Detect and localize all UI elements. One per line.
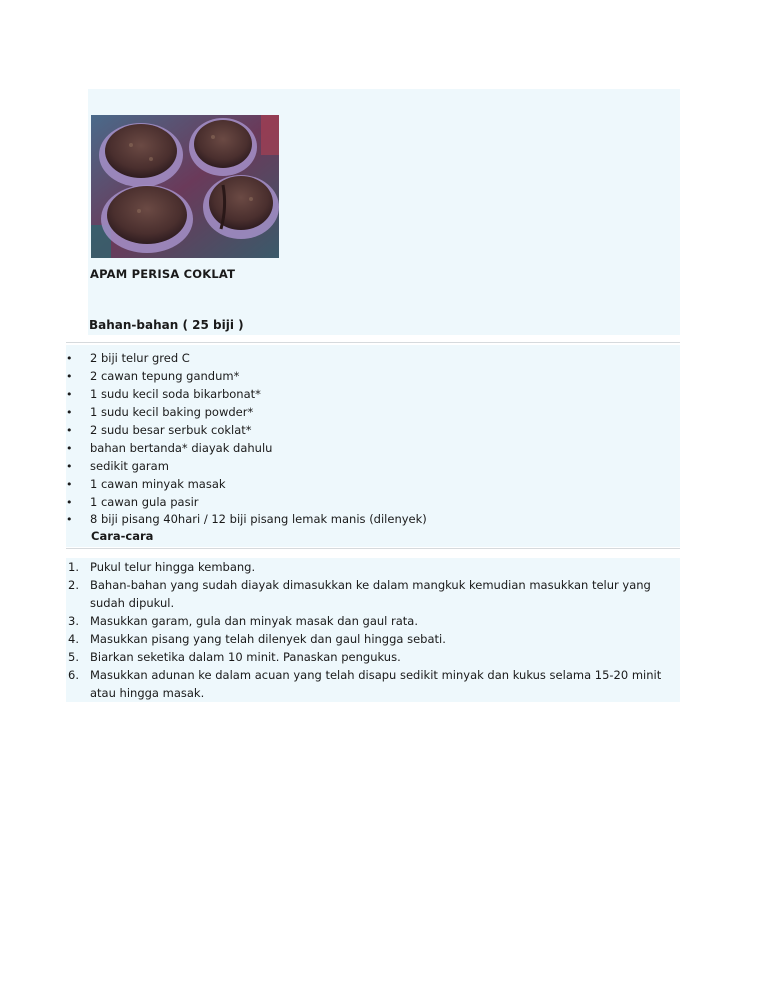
bullet: •	[66, 513, 73, 526]
bullet: •	[66, 388, 73, 401]
bullet: •	[66, 352, 73, 365]
recipe-title: APAM PERISA COKLAT	[90, 267, 236, 281]
cupcakes-image	[91, 115, 279, 258]
bullet: •	[66, 406, 73, 419]
recipe-header-block	[88, 89, 680, 335]
divider	[66, 548, 680, 549]
divider	[66, 342, 680, 343]
ingredients-list: • 2 biji telur gred C • 2 cawan tepung gandum* • 1 sudu kecil soda bikarbonat* • 1 sudu kecil baking powder* • 2 sudu besar serbuk coklat* • bahan bertanda* diayak dahulu • sedikit garam • 1 cawan minyak masak • 1 cawan gula pasir • 8 biji pisang 40hari / 12 biji pisang lemak manis (dilenyek) Cara-cara	[66, 345, 680, 547]
bullet: •	[66, 370, 73, 383]
bullet: •	[66, 460, 73, 473]
method-heading: Cara-cara	[91, 529, 154, 543]
bullet: •	[66, 442, 73, 455]
bullet: •	[66, 496, 73, 509]
cake-photo	[91, 115, 279, 258]
bullet: •	[66, 478, 73, 491]
method-list: 1. Pukul telur hingga kembang. 2. Bahan-bahan yang sudah diayak dimasukkan ke dalam mangkuk kemudian masukkan telur yang sudah dipukul. 3. Masukkan garam, gula dan minyak masak dan gaul rata. 4. Masukkan pisang yang telah dilenyek dan gaul hingga sebati. 5. Biarkan seketika dalam 10 minit. Panaskan pengukus. 6. Masukkan adunan ke dalam acuan yang telah disapu sedikit minyak dan kukus selama 15-20 minit atau hingga masak.	[66, 558, 680, 702]
bullet: •	[66, 424, 73, 437]
ingredients-heading: Bahan-bahan ( 25 biji )	[89, 318, 244, 332]
